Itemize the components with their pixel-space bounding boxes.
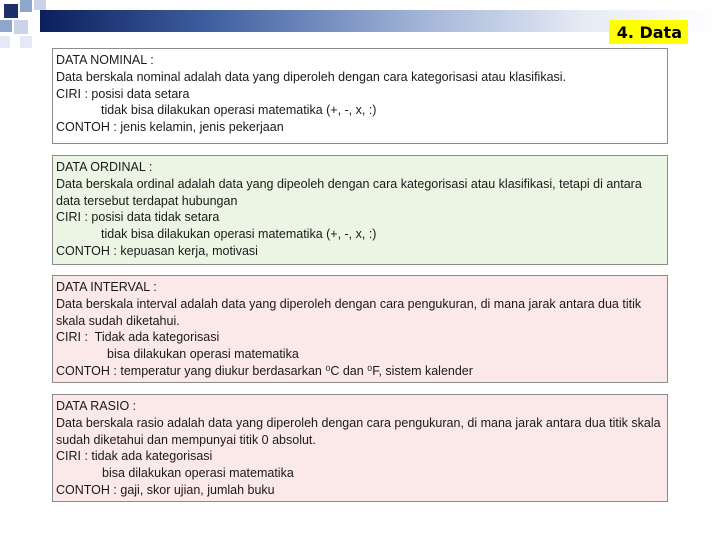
decor-square	[4, 4, 18, 18]
ciri-item: tidak bisa dilakukan operasi matematika (+, -, x, :)	[101, 103, 377, 118]
contoh-line	[56, 363, 663, 380]
ciri-item: tidak bisa dilakukan operasi matematika (+, -, x, :)	[101, 227, 377, 242]
ciri-item: bisa dilakukan operasi matematika	[102, 466, 294, 481]
decor-square	[0, 36, 10, 48]
contoh-label: CONTOH :	[56, 363, 117, 378]
section-definition: Data berskala nominal adalah data yang diperoleh dengan cara kategorisasi atau klasifikasi.	[56, 69, 567, 84]
contoh-text: gaji, skor ujian, jumlah buku	[116, 482, 275, 497]
ciri-item: Tidak ada kategorisasi	[87, 330, 220, 345]
ciri-label: CIRI :	[56, 449, 88, 464]
ciri-item: posisi data setara	[87, 86, 190, 101]
ciri-item: bisa dilakukan operasi matematika	[107, 347, 299, 362]
ciri-label: CIRI :	[56, 330, 88, 345]
section-rasio	[52, 394, 668, 502]
section-heading: DATA ORDINAL :	[56, 160, 153, 174]
ciri-label: CIRI :	[56, 210, 88, 225]
contoh-line	[56, 119, 663, 136]
section-definition: Data berskala rasio adalah data yang diperoleh dengan cara pengukuran, di mana jarak antara dua titik skala sudah diketahui dan mempunyai titik 0 absolut.	[56, 415, 665, 447]
section-interval	[52, 275, 668, 383]
contoh-line	[56, 482, 663, 499]
ciri-line	[56, 448, 663, 465]
contoh-text: kepuasan kerja, motivasi	[116, 243, 258, 258]
section-nominal	[52, 48, 668, 144]
section-definition: Data berskala interval adalah data yang diperoleh dengan cara pengukuran, di mana jarak antara dua titik skala sudah diketahui.	[56, 296, 645, 328]
section-heading: DATA INTERVAL :	[56, 280, 157, 294]
ciri-item: tidak ada kategorisasi	[87, 449, 213, 464]
slide-title: 4. Data	[609, 20, 688, 44]
contoh-line	[56, 243, 663, 260]
decor-square	[34, 0, 46, 10]
contoh-label: CONTOH :	[56, 482, 117, 497]
decor-square	[14, 20, 28, 34]
section-definition: Data berskala ordinal adalah data yang dipeoleh dengan cara kategorisasi atau klasifikasi, tetapi di antara data tersebut terdapat hubungan	[56, 176, 646, 208]
decor-square	[20, 36, 32, 48]
ciri-line	[56, 209, 663, 226]
decor-square	[20, 0, 32, 12]
ciri-line	[56, 329, 663, 346]
ciri-item: posisi data tidak setara	[87, 210, 220, 225]
decor-square	[0, 20, 12, 32]
section-heading: DATA RASIO :	[56, 399, 137, 413]
section-heading: DATA NOMINAL :	[56, 53, 154, 67]
ciri-label: CIRI :	[56, 86, 88, 101]
section-ordinal	[52, 155, 668, 265]
contoh-label: CONTOH :	[56, 243, 117, 258]
ciri-line	[56, 86, 663, 103]
contoh-text: temperatur yang diukur berdasarkan ⁰C dan ⁰F, sistem kalender	[116, 363, 473, 378]
contoh-label: CONTOH :	[56, 120, 117, 135]
contoh-text: jenis kelamin, jenis pekerjaan	[116, 120, 284, 135]
